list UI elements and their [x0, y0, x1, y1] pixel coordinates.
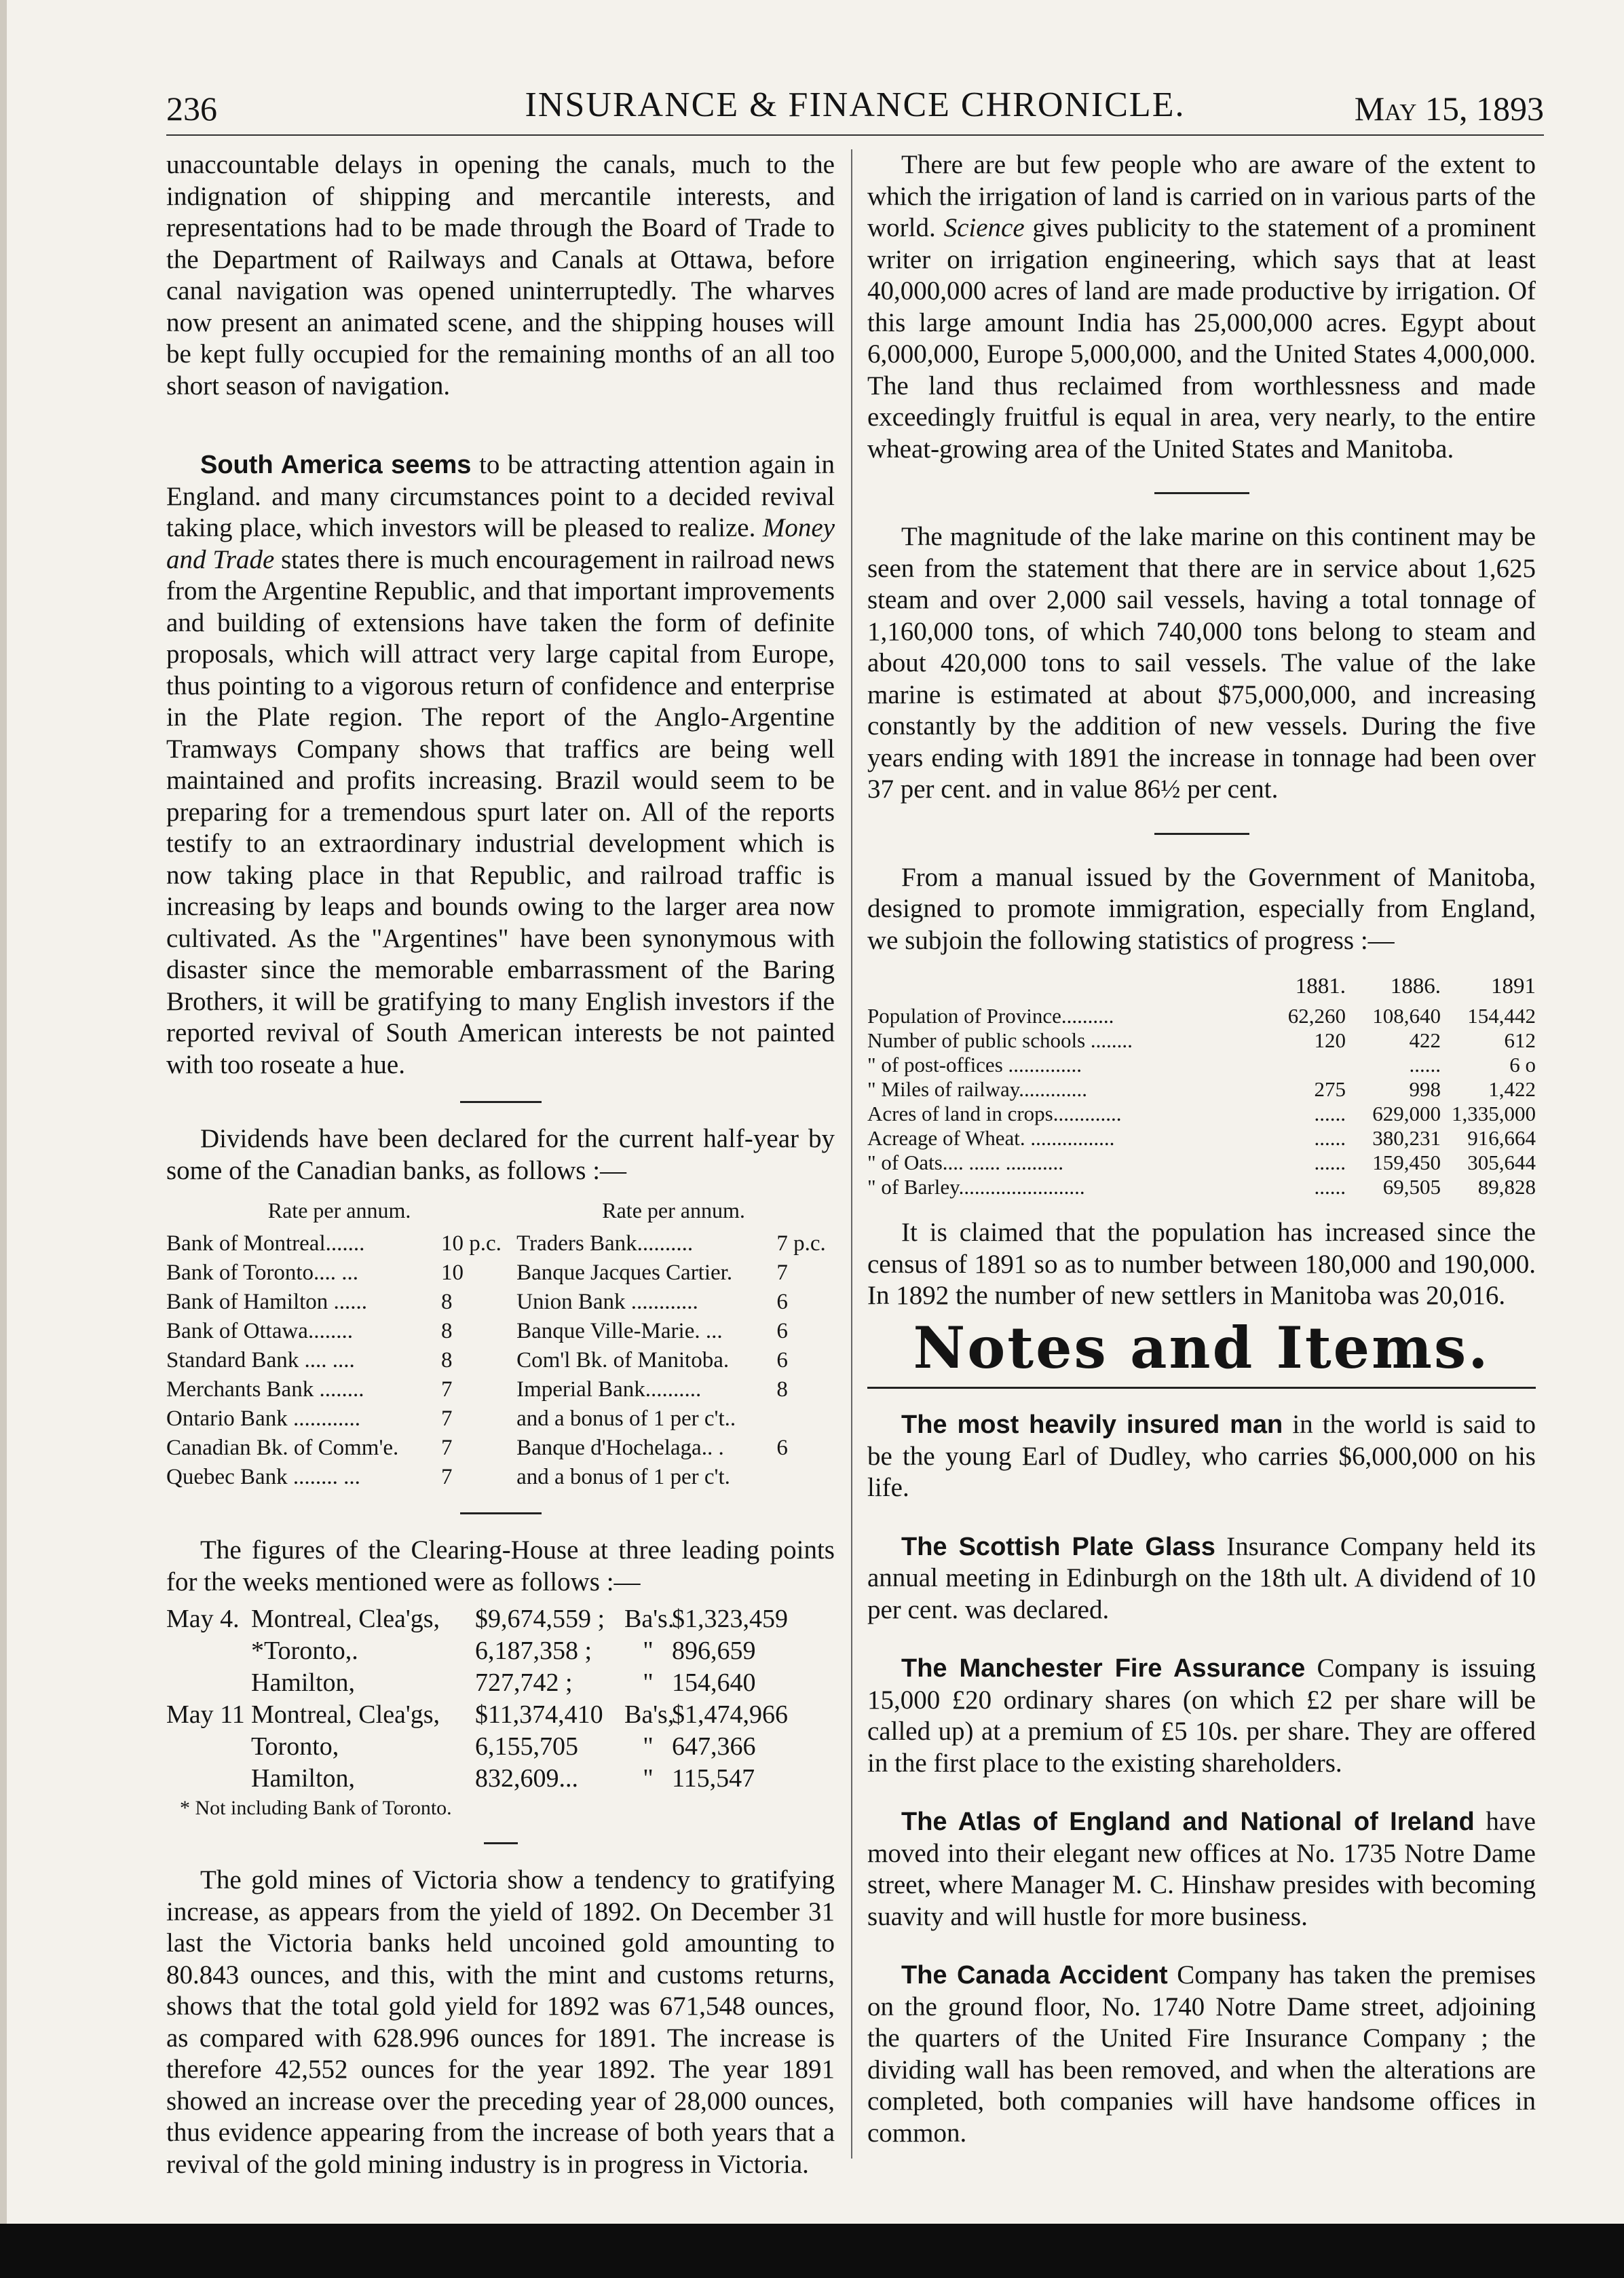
table-row: Number of public schools ........ 120 422 612 [867, 1028, 1536, 1052]
table-header-row: 1881. 1886. 1891 [1295, 974, 1536, 998]
section-separator [1154, 833, 1249, 835]
population-paragraph: It is claimed that the population has increased since the census of 1891 so as to number between 180,000 and 190,000. In 1892 the number of new settlers in Manitoba was 20,016. [867, 1218, 1536, 1310]
column-header: Rate per annum. [602, 1198, 745, 1222]
south-america-paragraph: South America seems to be attracting attention again in England. and many circumstances point to a decided revival taking place, which investors will be pleased to realize. Money and Trade states there is much encouragement in railroad news from the Argentine Republic, and that important improvements and building of extensions have taken the form of definite proposals, which will attract very large capital from Europe, thus pointing to a vigorous return of confidence and enterprise in the Plate region. The report of the Anglo-Argentine Tramways Company shows that traffics are being well maintained and profits increasing. Brazil would seem to be preparing for a tremendous spurt later on. All of the reports testify to an extraordinary industrial development which is now taking place in that Republic, and railroad traffic is increasing by leaps and bounds owing to the larger area now cultivated. As the "Argentines" have been synonymous with disaster since the memorable embarrassment of the Baring Brothers, it will be gratifying to many English investors if the reported revival of South American interests be not painted with too roseate a hue. [166, 450, 835, 1079]
table-row: Bank of Ottawa........ 8 Banque Ville-Marie. ... 6 [166, 1319, 788, 1343]
section-separator [484, 1842, 518, 1844]
header-rule [166, 134, 1544, 136]
section-separator [460, 1101, 542, 1103]
dividends-table [166, 1196, 835, 1492]
section-separator [1154, 492, 1249, 494]
table-row: Bank of Montreal....... 10 p.c. Traders Bank.......... 7 p.c. [166, 1231, 826, 1256]
section-heading: Notes and Items. [913, 1313, 1490, 1381]
note-item: The Canada Accident Company has taken the premises on the ground floor, No. 1740 Notre Dame street, adjoining the quarters of the United Fire Insurance Company ; the dividing wall has been removed, and when the alterations are completed, both companies will have handsome offices in common. [867, 1960, 1536, 2148]
table-row: Toronto, 6,155,705 " 647,366 [251, 1732, 756, 1761]
table-row: " Miles of railway............. 275 998 1,422 [867, 1077, 1536, 1101]
source-title: Money and Trade [166, 513, 835, 574]
note-item: The most heavily insured man in the world is said to be the young Earl of Dudley, who carries $6,000,000 on his life. [867, 1410, 1536, 1502]
section-separator [460, 1512, 542, 1514]
table-row: Ontario Bank ............ 7 and a bonus of 1 per c't.. [166, 1406, 736, 1431]
column-header: Rate per annum. [267, 1198, 411, 1222]
table-row: " of Barley........................ ...... 69,505 89,828 [867, 1175, 1536, 1199]
table-row: " of Oats.... ...... ........... ...... 159,450 305,644 [867, 1151, 1536, 1174]
table-row: Hamilton, 832,609... " 115,547 [251, 1764, 755, 1793]
clearing-footnote: * Not including Bank of Toronto. [180, 1797, 452, 1819]
publication-title: INSURANCE & FINANCE CHRONICLE. [525, 86, 1186, 124]
page-number: 236 [166, 90, 217, 128]
table-row: Hamilton, 727,742 ; " 154,640 [251, 1668, 756, 1697]
clearing-house-paragraph: The figures of the Clearing-House at three leading points for the weeks mentioned were as follows :— [166, 1535, 835, 1597]
lake-marine-paragraph: The magnitude of the lake marine on this continent may be seen from the statement that there are in service about 1,625 steam and over 2,000 sail vessels, having a total tonnage of 1,160,000 tons, of which 740,000 tons belong to steam and about 420,000 tons to sail vessels. The value of the lake marine is estimated at about $75,000,000, and increasing constantly by the addition of new vessels. During the five years ending with 1891 the increase in tonnage had been over 37 per cent. and in value 86½ per cent. [867, 522, 1536, 804]
table-row: Bank of Hamilton ...... 8 Union Bank ............ 6 [166, 1290, 788, 1314]
table-row: May 11 Montreal, Clea'gs, $11,374,410 Ba's, $1,474,966 [166, 1700, 788, 1729]
note-item: The Scottish Plate Glass Insurance Company held its annual meeting in Edinburgh on the 18th ult. A dividend of 10 per cent. was declared. [867, 1531, 1536, 1624]
scan-edge [0, 0, 7, 2278]
issue-date: May 15, 1893 [1354, 90, 1544, 128]
table-row: Acres of land in crops............. ...... 629,000 1,335,000 [867, 1102, 1536, 1125]
table-row: May 4. Montreal, Clea'gs, $9,674,559 ; Ba's. $1,323,459 [166, 1605, 788, 1633]
note-item: The Manchester Fire Assurance Company is issuing 15,000 £20 ordinary shares (on which £2 per share will be called up) at a premium of £5 10s. per share. They are offered in the first place to the existing shareholders. [867, 1654, 1536, 1778]
note-item: The Atlas of England and National of Ireland have moved into their elegant new offices at No. 1735 Notre Dame street, where Manager M. C. Hinshaw presides with becoming suavity and will hustle for more business. [867, 1807, 1536, 1931]
victoria-gold-paragraph: The gold mines of Victoria show a tendency to gratifying increase, as appears from the yield of 1892. On December 31 last the Victoria banks held uncoined gold amounting to 80.843 ounces, and this, with the mint and customs returns, shows that the total gold yield for 1892 was 671,548 ounces, as compared with 628.996 ounces for 1891. The increase is therefore 42,552 ounces for the year 1892. The year 1891 showed an increase over the preceding year of 28,000 ounces, thus evidence appearing from the increase of both years that a revival of the gold mining industry is in progress in Victoria. [166, 1865, 835, 2179]
page-header [166, 85, 1544, 132]
paragraph-lead: South America seems [200, 451, 472, 479]
table-row: Acreage of Wheat. ................ ...... 380,231 916,664 [867, 1126, 1536, 1150]
table-row: Standard Bank .... .... 8 Com'l Bk. of Manitoba. 6 [166, 1348, 788, 1373]
clearing-house-table [166, 1603, 835, 1795]
left-column [166, 149, 835, 2180]
table-row: Population of Province.......... 62,260 108,640 154,442 [867, 1004, 1536, 1028]
irrigation-paragraph: There are but few people who are aware of the extent to which the irrigation of land is carried on in various parts of the world. Science gives publicity to the statement of a prominent writer on irrigation engineering, which says that at least 40,000,000 acres of land are made productive by irrigation. Of this large amount India has 25,000,000 acres. Egypt about 6,000,000, Europe 5,000,000, and the United States 4,000,000. The land thus reclaimed from worthlessness and made exceedingly fruitful is equal in area, very nearly, to the entire wheat-growing area of the United States and Manitoba. [867, 150, 1536, 464]
table-row: " of post-offices .............. ...... 6 o [867, 1053, 1536, 1077]
dividends-paragraph: Dividends have been declared for the current half-year by some of the Canadian banks, as follows :— [166, 1124, 835, 1185]
canal-paragraph: unaccountable delays in opening the canals, much to the indignation of shipping and mercantile interests, and representations had to be made through the Board of Trade to the Department of Railways and Canals at Ottawa, before canal navigation was opened uninterruptedly. The wharves now present an animated scene, and the shipping houses will be kept fully occupied for the remaining months of an all too short season of navigation. [166, 150, 835, 400]
manitoba-statistics-table [867, 974, 1536, 1199]
column-divider [851, 149, 852, 2159]
table-row: Merchants Bank ........ 7 Imperial Bank.......... 8 [166, 1377, 788, 1402]
table-row: Canadian Bk. of Comm'e. 7 Banque d'Hochelaga.. . 6 [166, 1436, 788, 1460]
table-row: *Toronto,. 6,187,358 ; " 896,659 [251, 1637, 756, 1665]
source-title: Science [943, 213, 1025, 242]
table-row: Bank of Toronto.... ... 10 Banque Jacques Cartier. 7 [166, 1261, 788, 1285]
heading-rule [867, 1387, 1536, 1389]
manitoba-paragraph: From a manual issued by the Government of Manitoba, designed to promote immigration, especially from England, we subjoin the following statistics of progress :— [867, 862, 1536, 955]
scan-bottom-border [0, 2224, 1624, 2278]
right-column [867, 149, 1536, 2149]
table-row: Quebec Bank ........ ... 7 and a bonus of 1 per c't. [166, 1465, 730, 1489]
